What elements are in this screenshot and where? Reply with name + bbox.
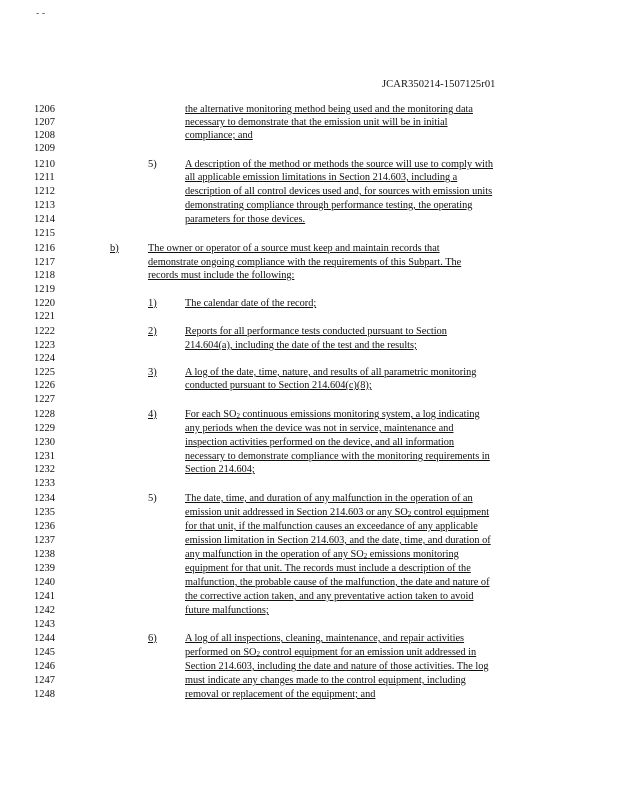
line-number: 1225 (34, 367, 55, 378)
line-number: 1229 (34, 423, 55, 434)
line-number: 1244 (34, 633, 55, 644)
text-line: Reports for all performance tests conducted pursuant to Section (185, 326, 447, 337)
text-line: For each $SO_2$ continuous emissions monitoring system, a log indicating (185, 409, 480, 420)
text-line: records must include the following: (148, 270, 295, 281)
text-line: Section 214.604; (185, 464, 255, 475)
item-label: 2) (148, 326, 157, 337)
item-label: 5) (148, 493, 157, 504)
text-line: any malfunction in the operation of any $SO_2$ emissions monitoring (185, 549, 459, 560)
line-number: 1220 (34, 298, 55, 309)
text-line: conducted pursuant to Section 214.604(c)(8); (185, 380, 372, 391)
text-line: removal or replacement of the equipment; and (185, 689, 376, 700)
line-number: 1228 (34, 409, 55, 420)
text-line: the alternative monitoring method being used and the monitoring data (185, 104, 473, 115)
text-line: 214.604(a), including the date of the test and the results; (185, 340, 417, 351)
line-number: 1246 (34, 661, 55, 672)
text-line: must indicate any changes made to the control equipment, including (185, 675, 466, 686)
line-number: 1209 (34, 143, 55, 154)
text-line: The owner or operator of a source must keep and maintain records that (148, 243, 440, 254)
line-number: 1248 (34, 689, 55, 700)
text-line: The date, time, and duration of any malfunction in the operation of an (185, 493, 473, 504)
text-line: necessary to demonstrate compliance with the monitoring requirements in (185, 451, 490, 462)
text-line: Section 214.603, including the date and nature of those activities. The log (185, 661, 489, 672)
text-line: A log of the date, time, nature, and results of all parametric monitoring (185, 367, 477, 378)
line-number: 1243 (34, 619, 55, 630)
text-line: compliance; and (185, 130, 253, 141)
text-line: for that unit, if the malfunction causes an exceedance of any applicable (185, 521, 478, 532)
line-number: 1208 (34, 130, 55, 141)
line-number: 1238 (34, 549, 55, 560)
line-number: 1227 (34, 394, 55, 405)
text-line: the corrective action taken, and any preventative action taken to avoid (185, 591, 474, 602)
item-label: 6) (148, 633, 157, 644)
text-line: all applicable emission limitations in Section 214.603, including a (185, 172, 458, 183)
line-number: 1211 (34, 172, 55, 183)
line-number: 1221 (34, 311, 55, 322)
line-number: 1216 (34, 243, 55, 254)
corner-mark: - - (36, 8, 46, 19)
document-id: JCAR350214-1507125r01 (382, 79, 496, 90)
line-number: 1219 (34, 284, 55, 295)
text-line: emission unit addressed in Section 214.603 or any $SO_2$ control equipment (185, 507, 490, 518)
text-line: any periods when the device was not in service, maintenance and (185, 423, 454, 434)
text-line: performed on $SO_2$ control equipment for an emission unit addressed in (185, 647, 477, 658)
text-line: A log of all inspections, cleaning, maintenance, and repair activities (185, 633, 465, 644)
text-line: demonstrating compliance through performance testing, the operating (185, 200, 473, 211)
line-number: 1241 (34, 591, 55, 602)
item-label: 5) (148, 159, 157, 170)
line-number: 1240 (34, 577, 55, 588)
text-line: emission limitation in Section 214.603, and the date, time, and duration of (185, 535, 491, 546)
line-number: 1235 (34, 507, 55, 518)
item-label: 3) (148, 367, 157, 378)
text-line: demonstrate ongoing compliance with the requirements of this Subpart. The (148, 257, 462, 268)
line-number: 1213 (34, 200, 55, 211)
line-number: 1239 (34, 563, 55, 574)
line-number: 1247 (34, 675, 55, 686)
line-number: 1223 (34, 340, 55, 351)
line-number: 1232 (34, 464, 55, 475)
line-number: 1206 (34, 104, 55, 115)
line-number: 1236 (34, 521, 55, 532)
text-line: The calendar date of the record; (185, 298, 317, 309)
line-number: 1224 (34, 353, 55, 364)
text-line: inspection activities performed on the device, and all information (185, 437, 455, 448)
text-line: parameters for those devices. (185, 214, 306, 225)
line-number: 1210 (34, 159, 55, 170)
line-number: 1218 (34, 270, 55, 281)
text-line: future malfunctions; (185, 605, 269, 616)
line-number: 1242 (34, 605, 55, 616)
text-line: A description of the method or methods the source will use to comply with (185, 159, 493, 170)
line-number: 1215 (34, 228, 55, 239)
text-line: malfunction, the probable cause of the malfunction, the date and nature of (185, 577, 490, 588)
text-line: necessary to demonstrate that the emission unit will be in initial (185, 117, 448, 128)
line-number: 1207 (34, 117, 55, 128)
line-number: 1234 (34, 493, 55, 504)
text-line: equipment for that unit. The records must include a description of the (185, 563, 471, 574)
subsection-label: b) (110, 243, 119, 254)
item-label: 1) (148, 298, 157, 309)
line-number: 1214 (34, 214, 55, 225)
line-number: 1245 (34, 647, 55, 658)
line-number: 1226 (34, 380, 55, 391)
line-number: 1233 (34, 478, 55, 489)
line-number: 1222 (34, 326, 55, 337)
item-label: 4) (148, 409, 157, 420)
line-number: 1237 (34, 535, 55, 546)
line-number: 1231 (34, 451, 55, 462)
line-number: 1212 (34, 186, 55, 197)
line-number: 1230 (34, 437, 55, 448)
line-number: 1217 (34, 257, 55, 268)
text-line: description of all control devices used and, for sources with emission units (185, 186, 493, 197)
